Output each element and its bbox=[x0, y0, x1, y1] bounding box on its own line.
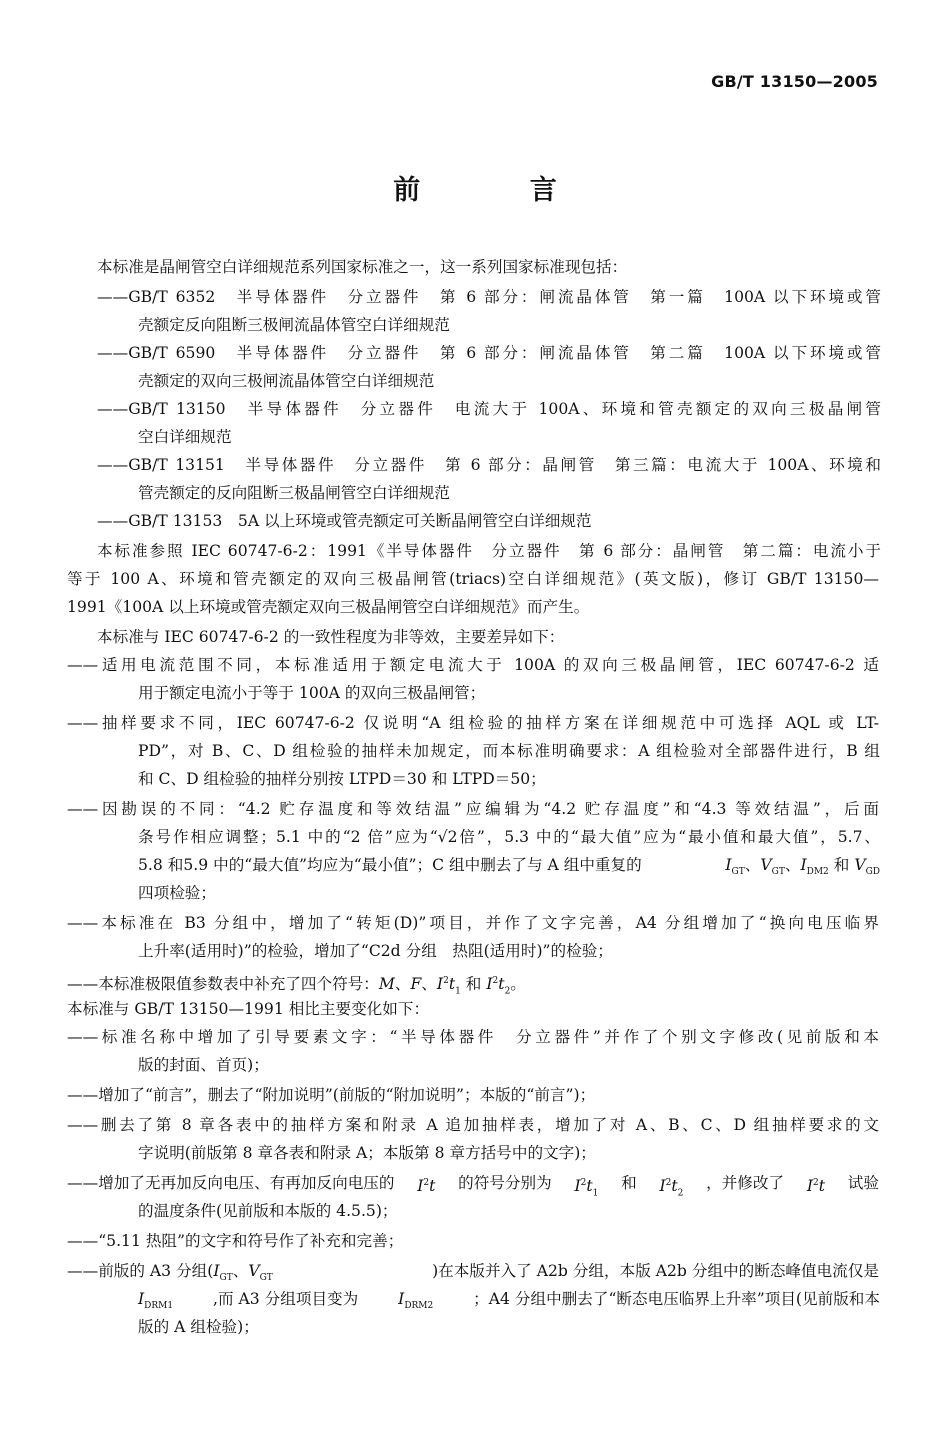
line-text: 试验 bbox=[847, 1174, 879, 1192]
symbol-group bbox=[807, 1170, 825, 1196]
separator: 、 bbox=[784, 856, 801, 874]
symbol-group bbox=[138, 1286, 173, 1312]
paragraph-line: 本标准是晶闸管空白详细规范系列国家标准之一，这一系列国家标准现包括： bbox=[97, 258, 628, 276]
symbol-subscript: GT bbox=[731, 867, 745, 878]
symbol-idm2: I bbox=[800, 856, 807, 874]
paragraph-line: 本标准与 IEC 60747-6-2 的一致性程度为非等效，主要差异如下： bbox=[97, 628, 565, 646]
symbol-i2t1: I bbox=[574, 1177, 581, 1196]
symbol-superscript: 2 bbox=[813, 1178, 819, 1188]
symbol-subscript: DRM1 bbox=[144, 1301, 174, 1312]
line-text: ——本标准极限值参数表中补充了四个符号： bbox=[67, 975, 379, 994]
list-item-continuation: 四项检验； bbox=[138, 884, 216, 902]
symbol-group bbox=[659, 1170, 684, 1199]
period: 。 bbox=[510, 975, 526, 994]
list-item bbox=[67, 1258, 879, 1284]
symbol-group bbox=[398, 1286, 433, 1312]
line-text: 5.8 和5.9 中的“最大值”均应为“最小值”；C 组中删去了与 A 组中重复的 bbox=[138, 856, 642, 874]
symbol-superscript: 2 bbox=[443, 976, 449, 986]
separator: 、 bbox=[232, 1262, 249, 1280]
line-text: )在本版并入了 A2b 分组，本版 A2b 分组中的断态峰值电流仅是 bbox=[432, 1262, 879, 1280]
list-item-continuation: PD”，对 B、C、D 组检验的抽样未加规定，而本标准明确要求：A 组检验对全部器件进行，B 组 bbox=[138, 742, 880, 760]
symbol-subscript: DRM2 bbox=[404, 1301, 434, 1312]
list-item bbox=[67, 968, 526, 997]
symbol-idrm2: I bbox=[398, 1290, 405, 1308]
list-item bbox=[67, 1170, 879, 1199]
list-item-continuation bbox=[138, 1286, 880, 1312]
paragraph-line: 本标准与 GB/T 13150—1991 相比主要变化如下： bbox=[67, 1000, 430, 1018]
symbol-t: t bbox=[498, 975, 505, 994]
symbol-superscript: 2 bbox=[492, 976, 499, 986]
page-title: 前 言 bbox=[393, 175, 607, 206]
symbol-idrm1: I bbox=[138, 1290, 145, 1308]
symbol-t: t bbox=[448, 975, 456, 994]
list-item-continuation: 管壳额定的反向阻断三极晶闸管空白详细规范 bbox=[138, 484, 450, 502]
line-text-start: ——前版的 A3 分组( bbox=[67, 1262, 214, 1280]
list-item: ——GB/T 13153 5A 以上环境或管壳额定可关断晶闸管空白详细规范 bbox=[97, 512, 592, 530]
list-item: ——GB/T 13151 半导体器件 分立器件 第 6 部分：晶闸管 第三篇：电流大于 100A、环境和 bbox=[97, 456, 881, 474]
line-text: ，并修改了 bbox=[706, 1174, 785, 1192]
list-item: ——GB/T 6590 半导体器件 分立器件 第 6 部分：闸流晶体管 第二篇 100A 以下环境或管 bbox=[97, 344, 881, 362]
symbol-subscript: GD bbox=[865, 867, 880, 878]
symbol-superscript: 2 bbox=[580, 1178, 587, 1188]
list-item: ——抽样要求不同，IEC 60747-6-2 仅说明“A 组检验的抽样方案在详细规范中可选择 AQL 或 LT- bbox=[67, 714, 879, 732]
separator: 、 bbox=[744, 856, 761, 874]
list-item: ——适用电流范围不同，本标准适用于额定电流大于 100A 的双向三极晶闸管，IEC 60747-6-2 适 bbox=[67, 656, 879, 674]
list-item-continuation: 版的 A 组检验)； bbox=[138, 1318, 259, 1336]
line-text bbox=[67, 1258, 273, 1284]
list-item: ——GB/T 6352 半导体器件 分立器件 第 6 部分：闸流晶体管 第一篇 100A 以下环境或管 bbox=[97, 288, 881, 306]
symbol-vgt: V bbox=[248, 1262, 260, 1280]
symbol-subscript: 2 bbox=[504, 986, 511, 997]
list-item: ——“5.11 热阻”的文字和符号作了补充和完善； bbox=[67, 1232, 404, 1250]
paragraph-line: 等于 100 A、环境和管壳额定的双向三极晶闸管(triacs)空白详细规范》(英文版)，修订 GB/T 13150— bbox=[67, 570, 879, 588]
symbol-subscript: GT bbox=[771, 867, 785, 878]
list-item: ——GB/T 13150 半导体器件 分立器件 电流大于 100A、环境和管壳额定的双向三极晶闸管 bbox=[97, 400, 881, 418]
symbol-t: t bbox=[429, 1177, 436, 1196]
symbol-subscript: GT bbox=[219, 1273, 233, 1284]
line-text: 的符号分别为 bbox=[458, 1174, 552, 1192]
symbol-i2t: I bbox=[806, 1177, 813, 1196]
symbol-igt: I bbox=[725, 856, 732, 874]
symbol-f: F bbox=[410, 975, 422, 994]
symbol-group bbox=[725, 852, 880, 878]
list-item-continuation: 的温度条件(见前版和本版的 4.5.5)； bbox=[138, 1202, 398, 1220]
list-item-continuation: 版的封面、首页)； bbox=[138, 1056, 269, 1074]
symbol-superscript: 2 bbox=[423, 1178, 430, 1188]
line-text: ——增加了无再加反向电压、有再加反向电压的 bbox=[67, 1174, 395, 1192]
symbol-t: t bbox=[586, 1177, 593, 1196]
separator: 、 bbox=[394, 975, 411, 994]
line-text: ,而 A3 分组项目变为 bbox=[213, 1290, 359, 1308]
symbol-i2t2: I bbox=[659, 1177, 666, 1196]
symbol-i2t1: I bbox=[436, 975, 444, 994]
conjunction: 和 bbox=[833, 856, 850, 874]
symbol-subscript: 1 bbox=[455, 986, 461, 997]
separator: 、 bbox=[421, 975, 437, 994]
list-item-continuation: 条号作相应调整；5.1 中的“2 倍”应为“√2倍”，5.3 中的“最大值”应为“最小值和最大值”，5.7、 bbox=[138, 828, 880, 846]
symbol-i2t: I bbox=[417, 1177, 424, 1196]
paragraph-line: 1991《100A 以上环境或管壳额定双向三极晶闸管空白详细规范》而产生。 bbox=[67, 598, 590, 616]
symbol-igt: I bbox=[213, 1262, 220, 1280]
symbol-t: t bbox=[671, 1177, 678, 1196]
symbol-superscript: 2 bbox=[665, 1178, 672, 1188]
list-item: ——因勘误的不同：“4.2 贮存温度和等效结温”应编辑为“4.2 贮存温度”和“4.3 等效结温”，后面 bbox=[67, 800, 879, 818]
symbol-subscript: GT bbox=[259, 1273, 273, 1284]
list-item: ——删去了第 8 章各表中的抽样方案和附录 A 追加抽样表，增加了对 A、B、C、D 组抽样要求的文 bbox=[67, 1116, 879, 1134]
symbol-i2t2: I bbox=[486, 975, 493, 994]
conjunction: 和 bbox=[621, 1174, 637, 1192]
list-item-continuation bbox=[138, 852, 880, 878]
symbol-vgt: V bbox=[760, 856, 772, 874]
symbol-vgd: V bbox=[854, 856, 866, 874]
symbol-subscript: DM2 bbox=[806, 867, 829, 878]
list-item-continuation: 空白详细规范 bbox=[138, 428, 232, 446]
paragraph-line: 本标准参照 IEC 60747-6-2：1991《半导体器件 分立器件 第 6 部分：晶闸管 第二篇：电流小于 bbox=[97, 542, 881, 560]
list-item-continuation: 壳额定反向阻断三极闸流晶体管空白详细规范 bbox=[138, 316, 450, 334]
list-item-continuation: 和 C、D 组检验的抽样分别按 LTPD＝30 和 LTPD＝50； bbox=[138, 770, 546, 788]
list-item-continuation: 壳额定的双向三极闸流晶体管空白详细规范 bbox=[138, 372, 435, 390]
symbol-m: M bbox=[378, 975, 395, 994]
list-item-continuation: 字说明(前版第 8 章各表和附录 A；本版第 8 章方括号中的文字)； bbox=[138, 1144, 596, 1162]
line-text: ；A4 分组中删去了“断态电压临界上升率”项目(见前版和本 bbox=[473, 1290, 880, 1308]
standard-code: GB/T 13150—2005 bbox=[711, 72, 878, 91]
list-item-continuation: 上升率(适用时)”的检验，增加了“C2d 分组 热阻(适用时)”的检验； bbox=[138, 942, 613, 960]
symbol-subscript: 2 bbox=[677, 1188, 684, 1199]
list-item-continuation: 用于额定电流小于等于 100A 的双向三极晶闸管； bbox=[138, 684, 486, 702]
symbol-group bbox=[417, 1170, 435, 1196]
list-item: ——标准名称中增加了引导要素文字：“半导体器件 分立器件”并作了个别文字修改(见前版和本 bbox=[67, 1028, 879, 1046]
list-item: ——本标准在 B3 分组中，增加了“转矩(D)”项目，并作了文字完善，A4 分组增加了“换向电压临界 bbox=[67, 914, 879, 932]
conjunction: 和 bbox=[465, 975, 482, 994]
list-item: ——增加了“前言”，删去了“附加说明”(前版的“附加说明”；本版的“前言”)； bbox=[67, 1086, 596, 1104]
symbol-group bbox=[574, 1170, 599, 1199]
symbol-t: t bbox=[818, 1177, 826, 1196]
symbol-subscript: 1 bbox=[592, 1188, 599, 1199]
